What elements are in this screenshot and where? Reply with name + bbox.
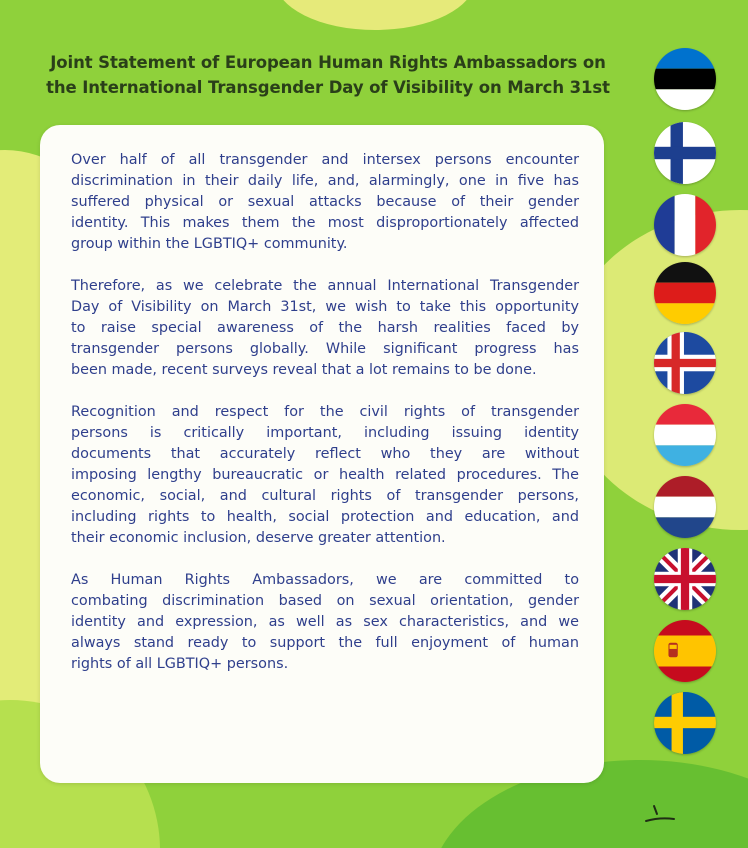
text-line: to raise special awareness of the harsh realities faced by bbox=[71, 320, 579, 336]
paragraph-4 bbox=[71, 570, 579, 675]
paragraph-1 bbox=[71, 150, 579, 255]
spain-flag-icon bbox=[654, 620, 716, 682]
text-line: rights of all LGBTIQ+ persons. bbox=[71, 656, 289, 672]
germany-flag-icon bbox=[654, 262, 716, 324]
luxembourg-flag-icon bbox=[654, 404, 716, 466]
pen-mark-icon bbox=[640, 803, 684, 827]
text-line: As Human Rights Ambassadors, we are committed to bbox=[71, 572, 579, 588]
iceland-flag-icon bbox=[654, 332, 716, 394]
finland-flag-icon bbox=[654, 122, 716, 184]
text-line: combating discrimination based on sexual orientation, gender bbox=[71, 593, 579, 609]
text-line: identity and expression, as well as sex characteristics, and we bbox=[71, 614, 579, 630]
text-line: Recognition and respect for the civil rights of transgender bbox=[71, 404, 579, 420]
text-line: economic, social, and cultural rights of transgender persons, bbox=[71, 488, 579, 504]
text-line: their economic inclusion, deserve greater attention. bbox=[71, 530, 446, 546]
title-line: Joint Statement of European Human Rights Ambassadors on bbox=[50, 53, 606, 72]
text-line: Day of Visibility on March 31st, we wish to take this opportunity bbox=[71, 299, 579, 315]
statement-title bbox=[20, 50, 636, 100]
text-line: always stand ready to support the full enjoyment of human bbox=[71, 635, 579, 651]
estonia-flag-icon bbox=[654, 48, 716, 110]
text-line: persons is critically important, including issuing identity bbox=[71, 425, 579, 441]
text-line: imposing lengthy bureaucratic or health related procedures. The bbox=[71, 467, 579, 483]
text-line: been made, recent surveys reveal that a lot remains to be done. bbox=[71, 362, 537, 378]
statement-body bbox=[71, 150, 579, 696]
text-line: Over half of all transgender and intersex persons encounter bbox=[71, 152, 579, 168]
text-line: discrimination in their daily life, and, alarmingly, one in five has bbox=[71, 173, 579, 189]
text-line: including rights to health, social protection and education, and bbox=[71, 509, 579, 525]
france-flag-icon bbox=[654, 194, 716, 256]
title-line: the International Transgender Day of Visibility on March 31st bbox=[46, 78, 610, 97]
bg-blob-yellow-top bbox=[275, 0, 475, 30]
netherlands-flag-icon bbox=[654, 476, 716, 538]
text-line: identity. This makes them the most disproportionately affected bbox=[71, 215, 579, 231]
text-line: documents that accurately reflect who they are without bbox=[71, 446, 579, 462]
paragraph-2 bbox=[71, 276, 579, 381]
united-kingdom-flag-icon bbox=[654, 548, 716, 610]
text-line: transgender persons globally. While significant progress has bbox=[71, 341, 579, 357]
paragraph-3 bbox=[71, 402, 579, 549]
text-line: suffered physical or sexual attacks because of their gender bbox=[71, 194, 579, 210]
text-line: Therefore, as we celebrate the annual International Transgender bbox=[71, 278, 579, 294]
sweden-flag-icon bbox=[654, 692, 716, 754]
text-line: group within the LGBTIQ+ community. bbox=[71, 236, 348, 252]
